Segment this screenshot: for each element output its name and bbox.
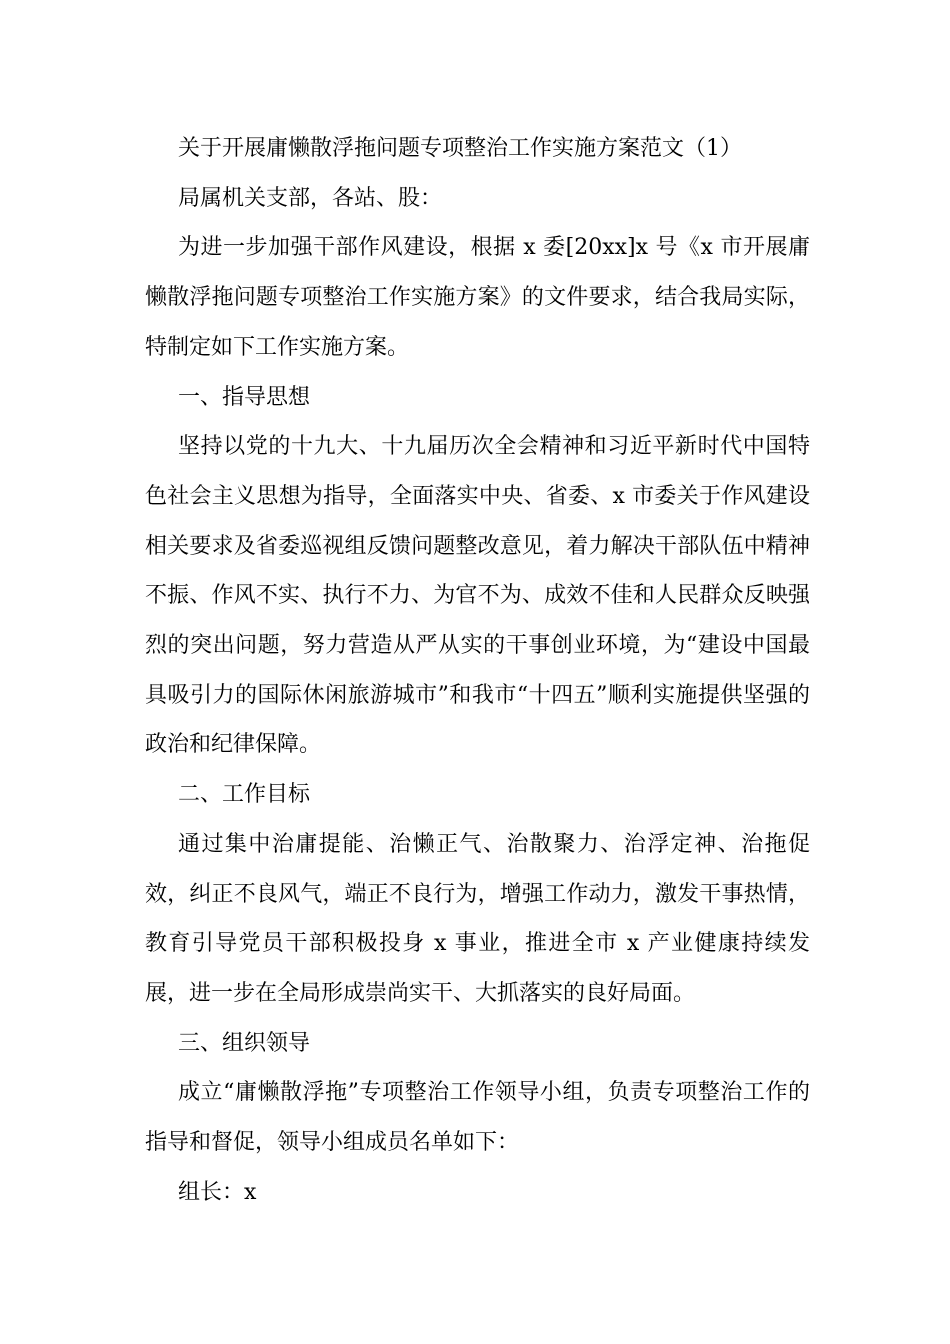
section-heading-work-goals: 二、工作目标 [178,782,311,808]
document-title: 关于开展庸懒散浮拖问题专项整治工作实施方案范文（1） [178,136,742,161]
leader-line: 组长：x [178,1179,257,1205]
salutation: 局属机关支部，各站、股： [178,185,443,211]
section-heading-guiding-ideology: 一、指导思想 [178,384,311,410]
section-heading-organization: 三、组织领导 [178,1030,311,1056]
section-body-guiding-ideology: 坚持以党的十九大、十九届历次全会精神和习近平新时代中国特色社会主义思想为指导，全面落实中央、省委、x 市委关于作风建设相关要求及省委巡视组反馈问题整改意见，着力解决干部队伍中精神不振、作风不实、执行不力、为官不为、成效不佳和人民群众反映强烈的突出问题，努力营造从严从实的干事创业环境，为“建设中国最具吸引力的国际休闲旅游城市”和我市“十四五”顺利实施提供坚强的政治和纪律保障。 [145,434,810,758]
intro-paragraph: 为进一步加强干部作风建设，根据 x 委[20xx]x 号《x 市开展庸懒散浮拖问题专项整治工作实施方案》的文件要求，结合我局实际，特制定如下工作实施方案。 [145,235,810,360]
section-body-organization: 成立“庸懒散浮拖”专项整治工作领导小组，负责专项整治工作的指导和督促，领导小组成员名单如下： [145,1080,810,1156]
document-body [145,124,810,1217]
section-body-work-goals: 通过集中治庸提能、治懒正气、治散聚力、治浮定神、治拖促效，纠正不良风气，端正不良行为，增强工作动力，激发干事热情，教育引导党员干部积极投身 x 事业，推进全市 x 产业健康持续发展，进一步在全局形成崇尚实干、大抓落实的良好局面。 [145,831,810,1006]
